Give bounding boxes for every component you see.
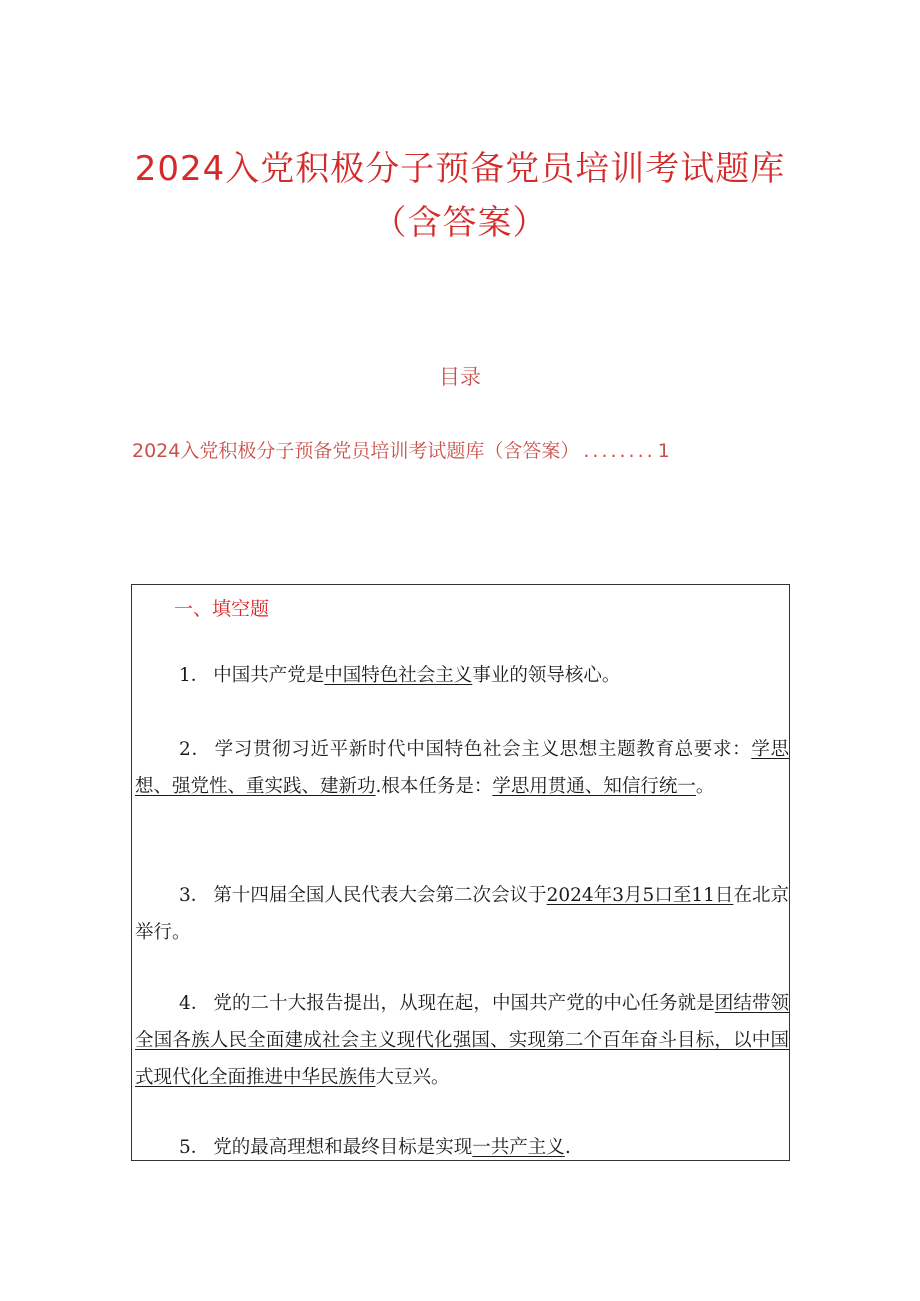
answer-blank: 团结带领全国各族人民全面建成社会主义现代化强国、实现第二个百年奋斗目标，以中国式现代化全面推进中华民族伟	[135, 993, 789, 1088]
question-3	[135, 877, 789, 951]
question-text: 党的最高理想和最终目标是实现	[213, 1137, 473, 1158]
question-text: 学习贯彻习近平新时代中国特色社会主义思想主题教育总要求：	[214, 739, 752, 760]
question-box	[131, 584, 790, 1161]
question-number: 4．	[179, 993, 210, 1014]
toc-entry-page: 1	[657, 440, 670, 462]
question-number: 2．	[179, 739, 211, 760]
question-text: 。	[695, 776, 715, 797]
question-text: 大豆兴。	[375, 1067, 450, 1088]
question-4	[135, 985, 789, 1096]
question-text: 第十四届全国人民代表大会第二次会议于	[213, 885, 547, 906]
question-text: 在北京举行。	[135, 885, 789, 943]
question-1	[135, 657, 789, 694]
answer-blank: 中国特色社会主义	[324, 665, 473, 686]
toc-entry-text: 2024入党积极分子预备党员培训考试题库（含答案）	[132, 440, 580, 462]
section-title: 一、填空题	[174, 598, 270, 620]
question-text: .	[564, 1137, 571, 1158]
question-number: 1．	[179, 665, 210, 686]
question-text: 事业的领导核心。	[472, 665, 621, 686]
question-text: 党的二十大报告提出，从现在起，中国共产党的中心任务就是	[213, 993, 715, 1014]
answer-blank: 2024年3月5口至11日	[546, 885, 734, 906]
document-title: 2024入党积极分子预备党员培训考试题库（含答案）	[134, 149, 786, 243]
toc-entry-leader: ........	[583, 440, 656, 462]
answer-blank: 学思想、强党性、重实践、建新功	[135, 739, 789, 797]
question-5	[135, 1129, 789, 1166]
question-2	[135, 731, 789, 805]
question-text: .根本任务是：	[375, 776, 493, 797]
answer-blank: 学思用贯通、知信行统一	[492, 776, 696, 797]
answer-blank: 一共产主义	[472, 1137, 565, 1158]
toc-entry[interactable]	[132, 436, 792, 466]
question-number: 5．	[179, 1137, 210, 1158]
question-number: 3．	[179, 885, 210, 906]
toc-heading: 目录	[439, 365, 481, 389]
question-text: 中国共产党是	[213, 665, 325, 686]
